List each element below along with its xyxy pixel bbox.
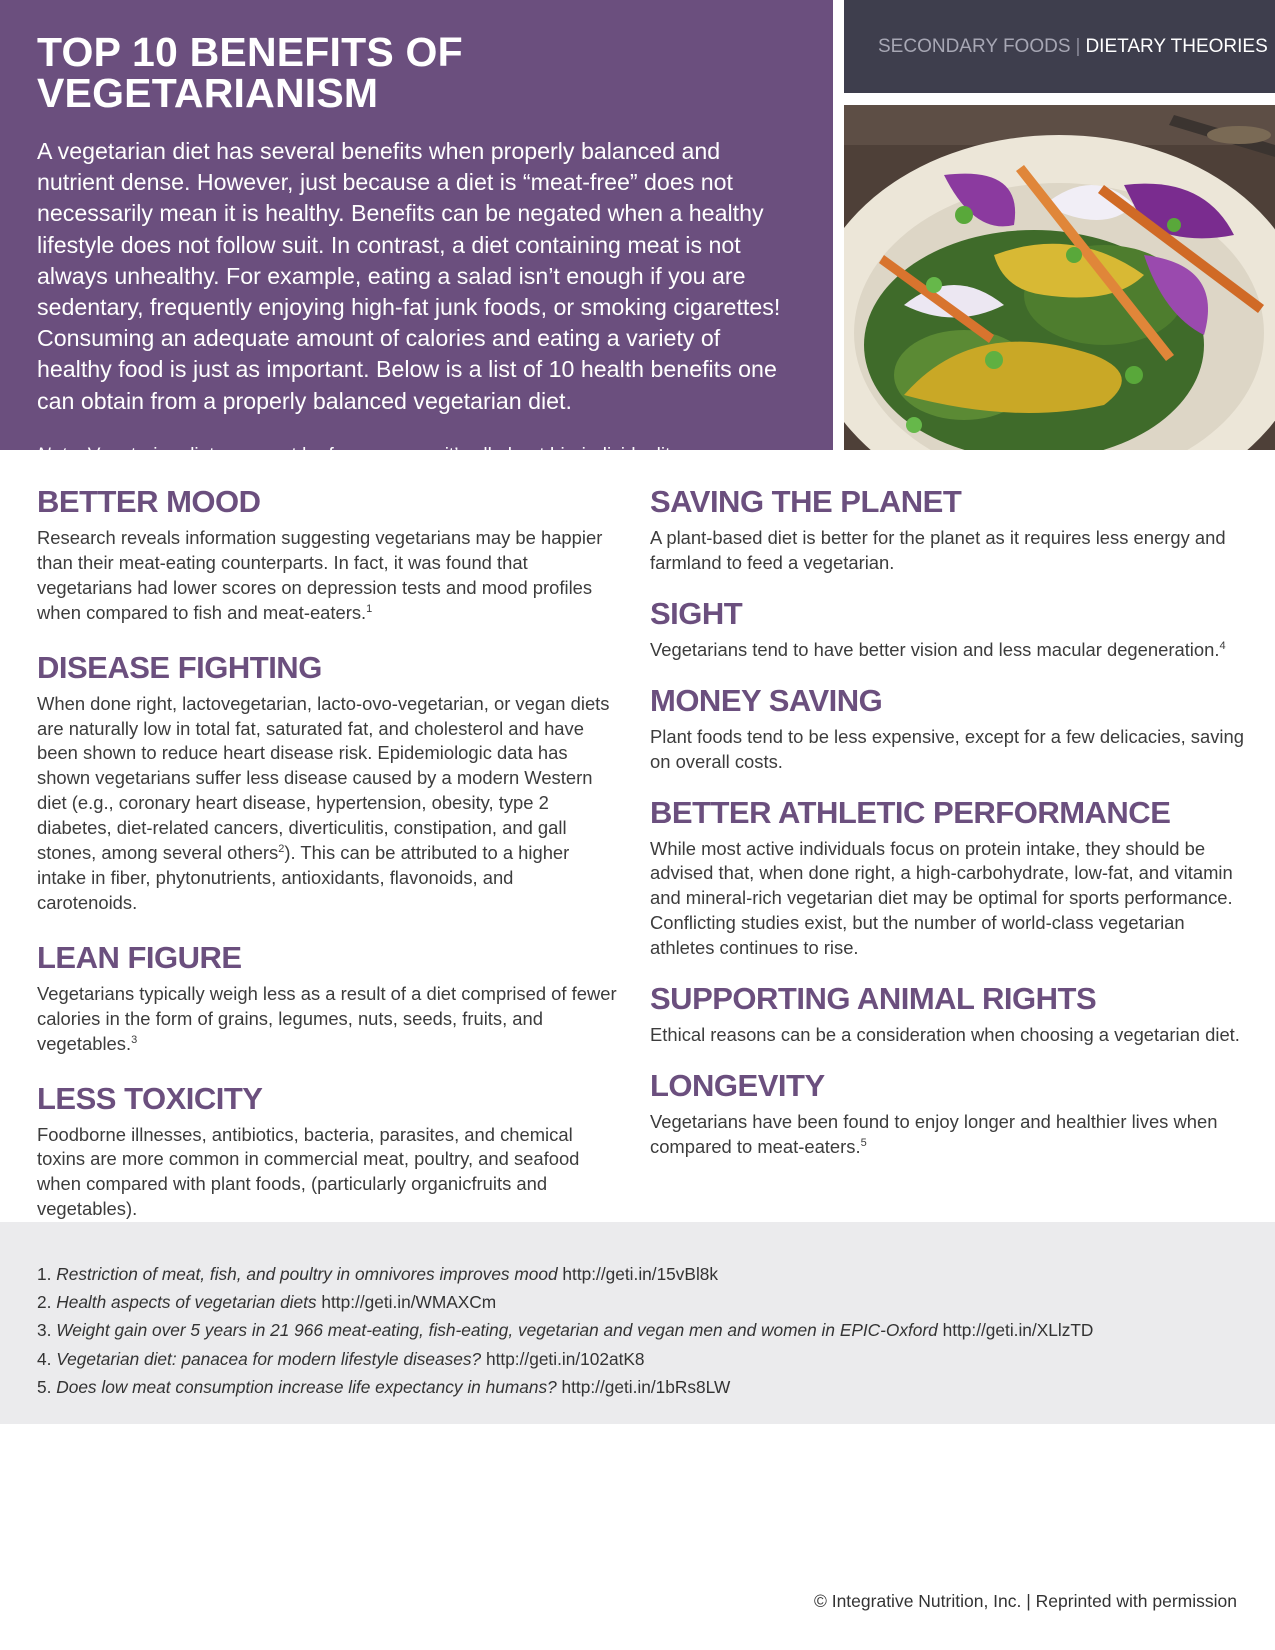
footnote-ref: 2 [278, 842, 285, 855]
category-secondary-foods[interactable]: SECONDARY FOODS [878, 35, 1071, 57]
reference-link[interactable]: http://geti.in/15vBl8k [562, 1264, 719, 1284]
reference-item [37, 1316, 1238, 1344]
benefit-animal-rights [650, 981, 1250, 1048]
benefit-body: Vegetarians have been found to enjoy longer and healthier lives when compared to meat-eaters. [650, 1110, 1218, 1157]
benefits-right-column [650, 484, 1250, 1160]
reference-item [37, 1373, 1238, 1401]
benefit-athletic-performance [650, 795, 1250, 962]
references-list [37, 1260, 1238, 1401]
benefit-heading: SIGHT [650, 595, 743, 631]
benefit-text: While most active individuals focus on protein intake, they should be advised that, when done right, a high-carbohydrate, low-fat, and vitamin and mineral-rich vegetarian diet may be optimal for sports performance. Conflicting studies exist, but the number of world-class vegetarian athletes continues to rise. [650, 837, 1233, 959]
benefit-lean-figure [37, 940, 617, 1057]
reference-title: Vegetarian diet: panacea for modern lifestyle diseases? [56, 1348, 482, 1369]
reference-title: Health aspects of vegetarian diets [56, 1292, 317, 1313]
benefit-money-saving [650, 683, 1250, 775]
copyright-footer: © Integrative Nutrition, Inc. | Reprinted with permission [813, 1591, 1237, 1611]
reference-title: Restriction of meat, fish, and poultry in omnivores improves mood [56, 1264, 558, 1284]
benefit-text: Ethical reasons can be a consideration when choosing a vegetarian diet. [650, 1024, 1240, 1046]
category-dietary-theories[interactable]: DIETARY THEORIES [1085, 35, 1268, 57]
benefit-sight [650, 596, 1250, 663]
reference-link[interactable]: http://geti.in/XLlzTD [942, 1320, 1094, 1341]
benefit-heading: LESS TOXICITY [37, 1080, 263, 1116]
benefits-left-column [37, 484, 617, 1222]
hero-banner [0, 0, 833, 466]
benefit-body: When done right, lactovegetarian, lacto-ovo-vegetarian, or vegan diets are naturally low in total fat, saturated fat, and cholesterol and have been shown to reduce heart disease risk. Epidemiologic data has shown vegetarians suffer less disease caused by a modern Western diet (e.g., coronary heart disease, hypertension, obesity, type 2 diabetes, diet-related cancers, diverticulitis, constipation, and gall stones, among several others [37, 692, 610, 864]
benefit-heading: DISEASE FIGHTING [37, 649, 322, 685]
category-bar [844, 0, 1275, 93]
footnote-ref: 4 [1219, 639, 1226, 652]
note-text: Vegetarian diets may not be for everyone, it’s all about bio-individuality. [87, 444, 684, 466]
benefit-text [37, 692, 617, 916]
benefit-heading: BETTER ATHLETIC PERFORMANCE [650, 794, 1171, 830]
benefit-body-continued: ). This can be attributed to a higher intake in fiber, phytonutrients, antioxidants, flavonoids, and carotenoids. [37, 842, 570, 913]
salad-photo [844, 105, 1275, 450]
benefit-text [37, 526, 617, 626]
benefit-body: Vegetarians tend to have better vision and less macular degeneration. [650, 638, 1220, 660]
benefit-text: A plant-based diet is better for the planet as it requires less energy and farmland to feed a vegetarian. [650, 527, 1226, 573]
category-separator: | [1075, 35, 1081, 57]
benefit-heading: SAVING THE PLANET [650, 484, 962, 519]
reference-number: 2. [37, 1292, 52, 1313]
reference-link[interactable]: http://geti.in/102atK8 [485, 1348, 645, 1369]
benefit-text [650, 638, 1250, 663]
note-label: Note: [37, 444, 83, 466]
page-title: TOP 10 BENEFITS OF VEGETARIANISM [37, 29, 463, 116]
intro-paragraph: A vegetarian diet has several benefits when properly balanced and nutrient dense. However, just because a diet is “meat-free” does not necessarily mean it is healthy. Benefits can be negated when a healthy lifestyle does not follow suit. In contrast, a diet containing meat is not always unhealthy. For example, eating a salad isn’t enough if you are sedentary, frequently enjoying high-fat junk foods, or smoking cigarettes! Consuming an adequate amount of calories and eating a variety of healthy food is just as important. Below is a list of 10 health benefits one can obtain from a properly balanced vegetarian diet. [37, 138, 781, 414]
benefit-heading: MONEY SAVING [650, 682, 883, 718]
reference-item [37, 1345, 1238, 1373]
footnote-ref: 3 [131, 1033, 138, 1046]
note [37, 445, 797, 467]
footnote-ref: 5 [860, 1136, 867, 1149]
reference-link[interactable]: http://geti.in/WMAXCm [321, 1292, 497, 1313]
footnote-ref: 1 [366, 602, 373, 615]
benefit-text [650, 1110, 1250, 1160]
benefit-body: Vegetarians typically weigh less as a result of a diet comprised of fewer calories in the form of grains, legumes, nuts, seeds, fruits, and vegetables. [37, 982, 617, 1054]
benefit-saving-the-planet [650, 484, 1250, 576]
benefit-body: Research reveals information suggesting vegetarians may be happier than their meat-eating counterparts. In fact, it was found that vegetarians had lower scores on depression tests and mood profiles when compared to fish and meat-eaters. [37, 527, 603, 623]
benefit-heading: LONGEVITY [650, 1067, 825, 1103]
reference-item [37, 1288, 1238, 1316]
reference-number: 5. [37, 1376, 52, 1397]
benefit-heading: LEAN FIGURE [37, 939, 242, 975]
benefit-less-toxicity [37, 1081, 617, 1223]
reference-title: Weight gain over 5 years in 21 966 meat-eating, fish-eating, vegetarian and vegan men and women in EPIC-Oxford [56, 1320, 938, 1341]
reference-number: 1. [37, 1264, 52, 1284]
reference-item [37, 1260, 1238, 1288]
references-panel [0, 1222, 1275, 1424]
benefit-longevity [650, 1068, 1250, 1160]
benefit-better-mood [37, 484, 617, 626]
reference-title: Does low meat consumption increase life expectancy in humans? [56, 1376, 557, 1397]
reference-number: 3. [37, 1320, 52, 1341]
benefit-heading: SUPPORTING ANIMAL RIGHTS [650, 981, 1097, 1017]
reference-number: 4. [37, 1348, 52, 1369]
benefit-text: Plant foods tend to be less expensive, except for a few delicacies, saving on overall costs. [650, 725, 1244, 772]
benefit-disease-fighting [37, 650, 617, 916]
benefit-text [37, 982, 617, 1057]
benefit-heading: BETTER MOOD [37, 484, 261, 519]
benefit-text: Foodborne illnesses, antibiotics, bacteria, parasites, and chemical toxins are more common in commercial meat, poultry, and seafood when compared with plant foods, (particularly organicfruits and vegetables). [37, 1123, 580, 1220]
reference-link[interactable]: http://geti.in/1bRs8LW [561, 1376, 731, 1397]
